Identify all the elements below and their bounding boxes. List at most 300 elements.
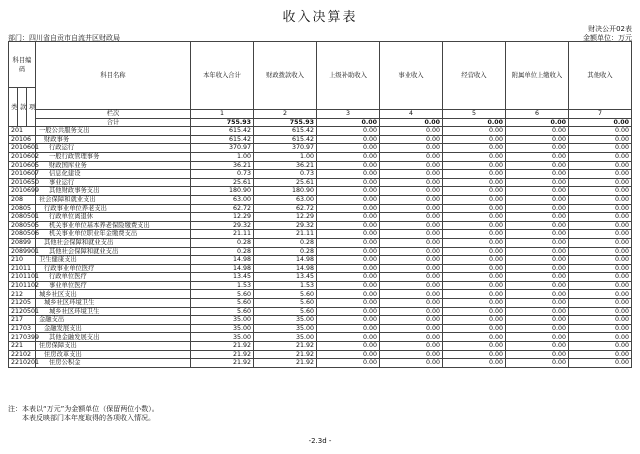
row-code: 21205 — [9, 299, 36, 308]
table-row — [9, 350, 632, 359]
row-name: 机关事业单位职业年金缴费支出 — [36, 230, 191, 239]
row-code: 2210201 — [9, 359, 36, 368]
col-number: 2 — [254, 110, 317, 119]
row-value: 14.98 — [254, 256, 317, 265]
row-value: 0.00 — [443, 307, 506, 316]
header-c1: 本年收入合计 — [191, 42, 254, 110]
row-code: 20106 — [9, 135, 36, 144]
table-row — [9, 170, 632, 179]
table-row — [9, 307, 632, 316]
row-value: 0.00 — [317, 238, 380, 247]
row-value: 0.00 — [506, 161, 569, 170]
row-value: 1.00 — [254, 152, 317, 161]
row-value: 0.00 — [317, 333, 380, 342]
row-name: 城乡社区环境卫生 — [36, 307, 191, 316]
row-value: 0.00 — [506, 273, 569, 282]
col-number: 3 — [317, 110, 380, 119]
table-row — [9, 221, 632, 230]
header-c2: 财政拨款收入 — [254, 42, 317, 110]
row-value: 5.60 — [191, 290, 254, 299]
row-name: 财政国库业务 — [36, 161, 191, 170]
row-value: 0.00 — [443, 178, 506, 187]
row-code: 2010699 — [9, 187, 36, 196]
row-value: 0.00 — [443, 350, 506, 359]
row-value: 0.00 — [317, 247, 380, 256]
row-code: 2010650 — [9, 178, 36, 187]
row-code: 208 — [9, 195, 36, 204]
col-number: 4 — [380, 110, 443, 119]
row-code: 212 — [9, 290, 36, 299]
row-value: 0.00 — [380, 342, 443, 351]
table-row — [9, 230, 632, 239]
row-value: 21.92 — [191, 342, 254, 351]
row-value: 0.00 — [506, 230, 569, 239]
total-value: 0.00 — [380, 118, 443, 127]
row-code: 2101101 — [9, 273, 36, 282]
row-value: 29.32 — [254, 221, 317, 230]
row-name: 行政单位离退休 — [36, 213, 191, 222]
row-value: 0.00 — [506, 213, 569, 222]
row-value: 21.92 — [254, 342, 317, 351]
row-value: 0.00 — [569, 195, 632, 204]
row-value: 0.00 — [317, 187, 380, 196]
row-value: 0.00 — [380, 359, 443, 368]
row-value: 0.00 — [380, 273, 443, 282]
table-row — [9, 238, 632, 247]
row-name: 一般行政管理事务 — [36, 152, 191, 161]
row-code: 20899 — [9, 238, 36, 247]
row-value: 180.90 — [254, 187, 317, 196]
row-value: 0.00 — [317, 135, 380, 144]
row-value: 0.00 — [506, 187, 569, 196]
row-value: 0.00 — [506, 135, 569, 144]
row-value: 0.00 — [317, 273, 380, 282]
row-value: 0.00 — [506, 359, 569, 368]
table-body — [9, 127, 632, 368]
department-label: 部门：四川省自贡市自流井区财政局 — [8, 34, 120, 42]
row-value: 0.00 — [317, 324, 380, 333]
row-value: 0.00 — [443, 204, 506, 213]
row-value: 0.00 — [569, 152, 632, 161]
row-name: 财政事务 — [36, 135, 191, 144]
row-value: 21.92 — [254, 350, 317, 359]
row-value: 0.00 — [506, 195, 569, 204]
col-number: 7 — [569, 110, 632, 119]
unit-label: 金额单位：万元 — [583, 34, 632, 42]
row-value: 0.00 — [380, 333, 443, 342]
row-code: 2170399 — [9, 333, 36, 342]
row-name: 金融发展支出 — [36, 324, 191, 333]
row-name: 其他社会保障和就业支出 — [36, 247, 191, 256]
row-name: 城乡社区支出 — [36, 290, 191, 299]
row-value: 0.00 — [443, 324, 506, 333]
row-value: 0.00 — [317, 170, 380, 179]
row-value: 0.00 — [506, 238, 569, 247]
row-value: 0.00 — [569, 204, 632, 213]
table-row — [9, 178, 632, 187]
row-code: 2101102 — [9, 281, 36, 290]
row-code: 22102 — [9, 350, 36, 359]
row-value: 0.00 — [506, 152, 569, 161]
row-value: 0.00 — [380, 152, 443, 161]
row-value: 0.00 — [317, 299, 380, 308]
row-value: 13.45 — [191, 273, 254, 282]
row-value: 0.00 — [443, 135, 506, 144]
table-row — [9, 247, 632, 256]
row-value: 0.00 — [380, 256, 443, 265]
row-value: 0.00 — [569, 187, 632, 196]
row-value: 0.00 — [380, 178, 443, 187]
row-value: 12.29 — [191, 213, 254, 222]
row-value: 0.00 — [569, 350, 632, 359]
table-row — [9, 324, 632, 333]
row-code: 210 — [9, 256, 36, 265]
row-code: 21703 — [9, 324, 36, 333]
row-value: 0.00 — [317, 342, 380, 351]
row-value: 14.98 — [254, 264, 317, 273]
table-row — [9, 256, 632, 265]
header-c5: 经营收入 — [443, 42, 506, 110]
row-code: 21011 — [9, 264, 36, 273]
row-value: 0.00 — [569, 213, 632, 222]
row-value: 0.00 — [506, 178, 569, 187]
row-value: 0.00 — [317, 213, 380, 222]
row-value: 0.00 — [569, 221, 632, 230]
income-table — [8, 41, 632, 368]
row-value: 35.00 — [254, 333, 317, 342]
table-notes — [8, 405, 159, 423]
row-value: 0.00 — [506, 204, 569, 213]
row-value: 0.00 — [443, 238, 506, 247]
row-value: 370.97 — [191, 144, 254, 153]
row-value: 21.11 — [191, 230, 254, 239]
row-value: 0.00 — [380, 221, 443, 230]
row-value: 5.60 — [191, 307, 254, 316]
row-value: 13.45 — [254, 273, 317, 282]
row-code: 2080506 — [9, 230, 36, 239]
row-value: 36.21 — [191, 161, 254, 170]
table-row — [9, 359, 632, 368]
total-value: 0.00 — [317, 118, 380, 127]
row-value: 0.00 — [317, 221, 380, 230]
row-value: 0.00 — [380, 290, 443, 299]
row-name: 其他财政事务支出 — [36, 187, 191, 196]
row-value: 0.00 — [317, 161, 380, 170]
table-row — [9, 161, 632, 170]
row-value: 0.00 — [443, 333, 506, 342]
row-value: 0.00 — [569, 161, 632, 170]
row-value: 0.00 — [380, 247, 443, 256]
row-value: 0.00 — [380, 144, 443, 153]
row-value: 36.21 — [254, 161, 317, 170]
header-lei: 类 — [9, 88, 18, 127]
row-value: 0.00 — [380, 264, 443, 273]
row-value: 0.00 — [317, 281, 380, 290]
row-value: 0.00 — [380, 161, 443, 170]
row-value: 0.00 — [443, 230, 506, 239]
row-value: 0.00 — [443, 127, 506, 136]
row-code: 2089901 — [9, 247, 36, 256]
row-value: 0.00 — [380, 187, 443, 196]
row-value: 0.00 — [443, 290, 506, 299]
row-value: 0.00 — [443, 264, 506, 273]
row-code: 201 — [9, 127, 36, 136]
row-value: 0.00 — [380, 299, 443, 308]
row-value: 0.00 — [569, 307, 632, 316]
row-value: 0.00 — [569, 281, 632, 290]
table-row — [9, 299, 632, 308]
row-value: 0.28 — [254, 247, 317, 256]
row-value: 0.00 — [380, 135, 443, 144]
row-value: 0.00 — [506, 342, 569, 351]
row-value: 0.00 — [317, 264, 380, 273]
row-value: 21.92 — [191, 359, 254, 368]
row-value: 0.00 — [506, 170, 569, 179]
row-name: 住房公积金 — [36, 359, 191, 368]
col-number: 5 — [443, 110, 506, 119]
row-value: 0.00 — [380, 350, 443, 359]
header-name: 科目名称 — [36, 42, 191, 110]
row-value: 615.42 — [191, 127, 254, 136]
row-value: 0.00 — [506, 324, 569, 333]
row-value: 0.00 — [443, 161, 506, 170]
row-name: 住房改革支出 — [36, 350, 191, 359]
row-value: 0.00 — [443, 213, 506, 222]
row-value: 35.00 — [191, 333, 254, 342]
row-value: 0.00 — [569, 238, 632, 247]
row-value: 0.00 — [569, 144, 632, 153]
total-value: 755.93 — [191, 118, 254, 127]
row-name: 行政事业单位医疗 — [36, 264, 191, 273]
row-value: 0.00 — [569, 273, 632, 282]
row-value: 35.00 — [254, 324, 317, 333]
row-value: 21.92 — [191, 350, 254, 359]
row-value: 0.00 — [317, 307, 380, 316]
row-value: 0.00 — [317, 256, 380, 265]
row-value: 5.60 — [254, 307, 317, 316]
row-value: 0.00 — [317, 178, 380, 187]
row-code: 217 — [9, 316, 36, 325]
row-value: 0.00 — [380, 195, 443, 204]
row-name: 住房保障支出 — [36, 342, 191, 351]
col-number: 1 — [191, 110, 254, 119]
row-value: 0.00 — [443, 152, 506, 161]
row-value: 0.00 — [317, 152, 380, 161]
table-row — [9, 342, 632, 351]
row-name: 事业运行 — [36, 178, 191, 187]
row-value: 63.00 — [191, 195, 254, 204]
row-value: 0.00 — [569, 264, 632, 273]
total-value: 0.00 — [506, 118, 569, 127]
row-value: 0.00 — [443, 342, 506, 351]
row-value: 0.00 — [443, 195, 506, 204]
row-value: 0.73 — [254, 170, 317, 179]
row-value: 0.00 — [506, 290, 569, 299]
row-name: 城乡社区环境卫生 — [36, 299, 191, 308]
row-value: 0.00 — [569, 170, 632, 179]
row-value: 0.00 — [506, 333, 569, 342]
table-row — [9, 290, 632, 299]
row-value: 615.42 — [254, 135, 317, 144]
row-value: 0.00 — [317, 359, 380, 368]
note-line: 注：本表以“万元”为金额单位（保留两位小数）。 — [8, 405, 159, 413]
row-value: 0.00 — [569, 256, 632, 265]
row-code: 2010602 — [9, 152, 36, 161]
row-value: 0.00 — [380, 307, 443, 316]
table-row — [9, 333, 632, 342]
row-value: 0.00 — [380, 238, 443, 247]
table-row — [9, 273, 632, 282]
row-value: 0.00 — [569, 299, 632, 308]
row-name: 机关事业单位基本养老保险缴费支出 — [36, 221, 191, 230]
total-label: 合计 — [36, 118, 191, 127]
header-c7: 其他收入 — [569, 42, 632, 110]
row-value: 5.60 — [254, 299, 317, 308]
form-code: 财决公开02表 — [588, 25, 632, 33]
row-value: 0.00 — [380, 213, 443, 222]
row-code: 2010601 — [9, 144, 36, 153]
row-value: 0.00 — [506, 247, 569, 256]
row-value: 0.00 — [506, 281, 569, 290]
row-value: 0.00 — [506, 307, 569, 316]
row-value: 0.00 — [317, 290, 380, 299]
row-value: 21.11 — [254, 230, 317, 239]
row-value: 0.00 — [506, 127, 569, 136]
row-name: 社会保障和就业支出 — [36, 195, 191, 204]
row-value: 0.00 — [569, 333, 632, 342]
row-name: 一般公共服务支出 — [36, 127, 191, 136]
total-value: 755.93 — [254, 118, 317, 127]
row-value: 0.00 — [317, 195, 380, 204]
row-value: 0.00 — [443, 144, 506, 153]
row-name: 行政单位医疗 — [36, 273, 191, 282]
row-value: 0.00 — [443, 256, 506, 265]
row-name: 行政事业单位养老支出 — [36, 204, 191, 213]
note-line: 本表反映部门本年度取得的各项收入情况。 — [22, 414, 155, 422]
header-c4: 事业收入 — [380, 42, 443, 110]
row-value: 0.00 — [380, 281, 443, 290]
row-value: 0.00 — [569, 135, 632, 144]
row-value: 0.00 — [380, 127, 443, 136]
row-value: 21.92 — [254, 359, 317, 368]
row-name: 其他金融发展支出 — [36, 333, 191, 342]
table-row — [9, 316, 632, 325]
row-value: 0.00 — [317, 350, 380, 359]
row-value: 12.29 — [254, 213, 317, 222]
row-value: 0.28 — [254, 238, 317, 247]
row-value: 0.00 — [569, 324, 632, 333]
row-code: 2010605 — [9, 161, 36, 170]
row-value: 0.00 — [380, 324, 443, 333]
lanci-label: 栏次 — [36, 110, 191, 119]
row-value: 35.00 — [254, 316, 317, 325]
total-value: 0.00 — [569, 118, 632, 127]
row-value: 0.73 — [191, 170, 254, 179]
table-row — [9, 281, 632, 290]
row-value: 0.00 — [443, 170, 506, 179]
row-value: 0.00 — [506, 256, 569, 265]
row-code: 2120501 — [9, 307, 36, 316]
row-value: 0.00 — [506, 316, 569, 325]
row-code: 2080501 — [9, 213, 36, 222]
col-number: 6 — [506, 110, 569, 119]
row-value: 0.00 — [569, 316, 632, 325]
row-value: 0.00 — [569, 247, 632, 256]
row-value: 25.61 — [191, 178, 254, 187]
row-value: 0.00 — [569, 359, 632, 368]
row-code: 221 — [9, 342, 36, 351]
row-value: 14.98 — [191, 264, 254, 273]
row-value: 0.00 — [317, 230, 380, 239]
row-value: 370.97 — [254, 144, 317, 153]
row-value: 0.28 — [191, 238, 254, 247]
row-value: 0.00 — [317, 204, 380, 213]
row-value: 0.00 — [443, 187, 506, 196]
row-value: 0.00 — [569, 290, 632, 299]
row-name: 行政运行 — [36, 144, 191, 153]
row-value: 0.00 — [443, 247, 506, 256]
row-value: 35.00 — [191, 316, 254, 325]
header-code: 科目编码 — [9, 42, 36, 88]
table-row — [9, 152, 632, 161]
row-code: 2010607 — [9, 170, 36, 179]
row-value: 1.53 — [191, 281, 254, 290]
row-code: 20805 — [9, 204, 36, 213]
table-row — [9, 213, 632, 222]
table-row — [9, 144, 632, 153]
row-value: 180.90 — [191, 187, 254, 196]
row-value: 0.00 — [569, 127, 632, 136]
row-value: 0.00 — [380, 230, 443, 239]
table-row — [9, 187, 632, 196]
row-value: 62.72 — [254, 204, 317, 213]
row-value: 1.53 — [254, 281, 317, 290]
table-row — [9, 204, 632, 213]
total-value: 0.00 — [443, 118, 506, 127]
row-value: 0.00 — [569, 178, 632, 187]
report-title: 收入决算表 — [282, 10, 358, 25]
row-value: 0.00 — [317, 144, 380, 153]
row-value: 0.00 — [443, 221, 506, 230]
row-value: 0.00 — [506, 299, 569, 308]
table-row — [9, 127, 632, 136]
row-value: 0.00 — [317, 316, 380, 325]
row-value: 0.00 — [506, 144, 569, 153]
row-value: 0.00 — [506, 350, 569, 359]
row-value: 1.00 — [191, 152, 254, 161]
row-value: 0.00 — [443, 316, 506, 325]
row-value: 35.00 — [191, 324, 254, 333]
row-value: 0.00 — [506, 264, 569, 273]
row-name: 其他社会保障和就业支出 — [36, 238, 191, 247]
row-value: 5.60 — [191, 299, 254, 308]
row-value: 5.60 — [254, 290, 317, 299]
row-value: 0.00 — [506, 221, 569, 230]
row-value: 0.00 — [569, 230, 632, 239]
table-row — [9, 264, 632, 273]
row-value: 0.00 — [380, 316, 443, 325]
row-value: 0.00 — [443, 281, 506, 290]
row-name: 金融支出 — [36, 316, 191, 325]
row-value: 14.98 — [191, 256, 254, 265]
header-c6: 附属单位上缴收入 — [506, 42, 569, 110]
row-value: 615.42 — [191, 135, 254, 144]
row-value: 62.72 — [191, 204, 254, 213]
row-value: 0.28 — [191, 247, 254, 256]
row-value: 615.42 — [254, 127, 317, 136]
row-value: 0.00 — [443, 299, 506, 308]
row-value: 0.00 — [380, 204, 443, 213]
